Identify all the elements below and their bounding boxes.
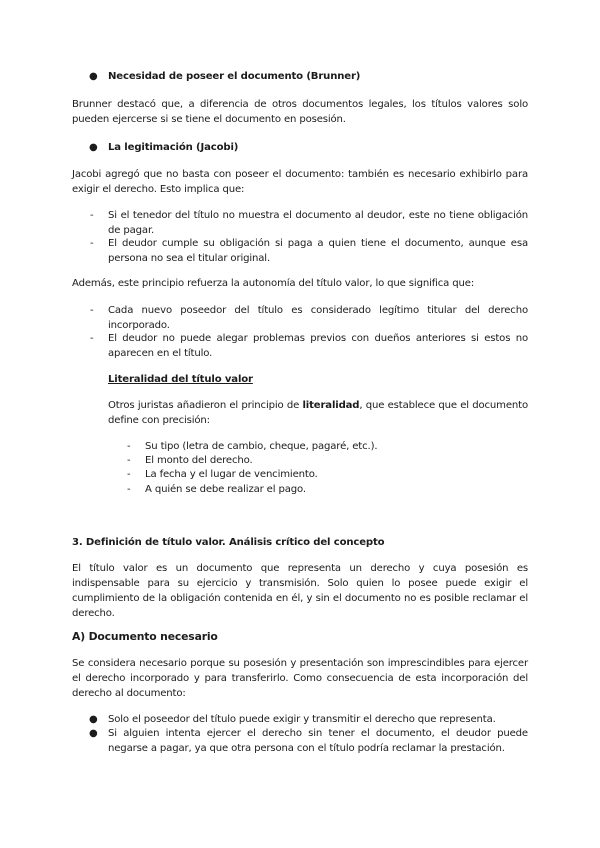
- documento-necesario-item-1: Solo el poseedor del título puede exigir y transmitir el derecho que representa.: [108, 714, 496, 725]
- bullet-icon: ●: [89, 728, 98, 739]
- jacobi-item-1: Si el tenedor del título no muestra el documento al deudor, este no tiene obligación de pagar.: [108, 210, 528, 236]
- literalidad-item-1: Su tipo (letra de cambio, cheque, pagaré, etc.).: [145, 441, 378, 452]
- dash-icon: -: [127, 455, 131, 466]
- dash-icon: -: [127, 484, 131, 495]
- autonomia-item-2: El deudor no puede alegar problemas previos con dueños anteriores si estos no aparecen en el título.: [108, 333, 528, 359]
- dash-icon: -: [127, 441, 131, 452]
- jacobi-item-2: El deudor cumple su obligación si paga a quien tiene el documento, aunque esa persona no sea el titular original.: [108, 238, 528, 264]
- dash-icon: -: [90, 333, 94, 344]
- brunner-paragraph: Brunner destacó que, a diferencia de otros documentos legales, los títulos valores solo pueden ejercerse si se tiene el documento en posesión.: [72, 99, 528, 125]
- autonomia-item-1: Cada nuevo poseedor del título es considerado legítimo titular del derecho incorporado.: [108, 305, 528, 331]
- dash-icon: -: [90, 305, 94, 316]
- dash-icon: -: [90, 238, 94, 249]
- literalidad-heading: Literalidad del título valor: [108, 374, 253, 385]
- brunner-heading: Necesidad de poseer el documento (Brunner): [108, 71, 361, 82]
- bullet-icon: ●: [89, 71, 98, 82]
- documento-necesario-paragraph: Se considera necesario porque su posesión y presentación son imprescindibles para ejercer el derecho incorporado y para transferirlo. Como consecuencia de esta incorporación del derecho al documento:: [72, 658, 528, 699]
- literalidad-item-4: A quién se debe realizar el pago.: [145, 484, 306, 495]
- literalidad-item-2: El monto del derecho.: [145, 455, 253, 466]
- documento-necesario-heading: A) Documento necesario: [72, 630, 218, 643]
- literalidad-term: literalidad: [302, 400, 360, 411]
- bullet-icon: ●: [89, 142, 98, 153]
- bullet-icon: ●: [89, 714, 98, 725]
- literalidad-paragraph: [108, 398, 528, 428]
- dash-icon: -: [90, 210, 94, 221]
- literalidad-text-after: , que establece que el documento define con precisión:: [108, 400, 528, 426]
- definicion-paragraph: El título valor es un documento que representa un derecho y cuya posesión es indispensable para su ejercicio y transmisión. Solo quien lo posee puede exigir el cumplimiento de la obligación contenida en él, y sin el documento no es posible reclamar el derecho.: [72, 563, 528, 619]
- documento-necesario-item-2: Si alguien intenta ejercer el derecho sin tener el documento, el deudor puede negarse a pagar, ya que otra persona con el título podría reclamar la prestación.: [108, 728, 528, 754]
- jacobi-paragraph: Jacobi agregó que no basta con poseer el documento: también es necesario exhibirlo para exigir el derecho. Esto implica que:: [72, 169, 528, 195]
- autonomia-paragraph: Además, este principio refuerza la autonomía del título valor, lo que significa que:: [72, 278, 475, 289]
- literalidad-item-3: La fecha y el lugar de vencimiento.: [145, 469, 318, 480]
- literalidad-text-before: Otros juristas añadieron el principio de: [108, 400, 303, 411]
- jacobi-heading: La legitimación (Jacobi): [108, 142, 239, 153]
- definicion-heading: 3. Definición de título valor. Análisis crítico del concepto: [72, 537, 385, 548]
- dash-icon: -: [127, 469, 131, 480]
